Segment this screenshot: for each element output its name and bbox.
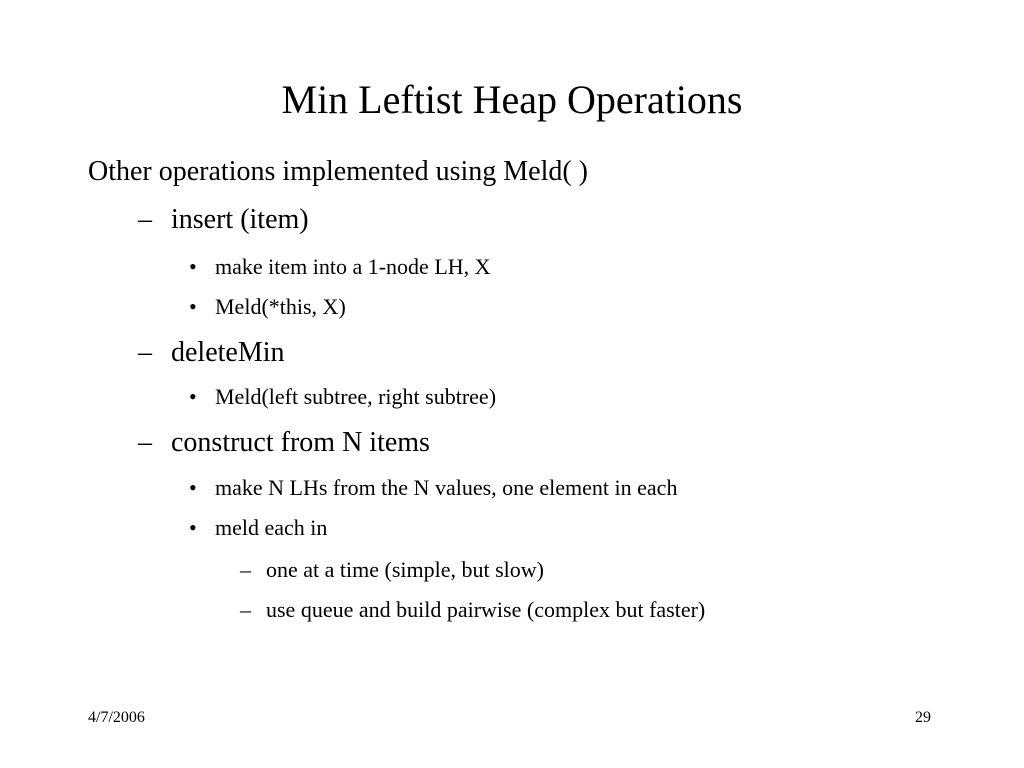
bullet-marker: •	[189, 515, 197, 540]
construct-bullet-2	[189, 514, 327, 542]
insert-item	[138, 203, 309, 237]
dash-marker: –	[138, 337, 152, 368]
bullet-text: make N LHs from the N values, one element in each	[215, 475, 678, 500]
bullet-marker: •	[189, 254, 197, 279]
dash-marker: –	[240, 557, 251, 582]
delete-min-bullet-1	[189, 383, 496, 411]
bullet-marker: •	[189, 294, 197, 319]
insert-bullet-2	[189, 293, 346, 321]
delete-min-label: deleteMin	[171, 337, 285, 368]
dash-marker: –	[240, 597, 251, 622]
construct-sub-item-2	[240, 596, 705, 624]
bullet-text: meld each in	[215, 515, 328, 540]
construct-bullet-1	[189, 474, 677, 502]
dash-marker: –	[138, 204, 152, 235]
footer-page-number: 29	[915, 709, 931, 726]
bullet-text: Meld(*this, X)	[215, 294, 346, 319]
sub-item-text: use queue and build pairwise (complex but faster)	[266, 597, 706, 622]
delete-min-item	[138, 336, 285, 370]
intro-text: Other operations implemented using Meld( )	[88, 156, 588, 187]
construct-item	[138, 426, 430, 460]
bullet-marker: •	[189, 384, 197, 409]
bullet-marker: •	[189, 475, 197, 500]
dash-marker: –	[138, 427, 152, 458]
footer-date: 4/7/2006	[88, 709, 145, 726]
bullet-text: Meld(left subtree, right subtree)	[215, 384, 497, 409]
intro-line	[88, 155, 588, 189]
insert-label: insert (item)	[171, 204, 309, 235]
construct-label: construct from N items	[171, 427, 430, 458]
bullet-text: make item into a 1-node LH, X	[215, 254, 491, 279]
sub-item-text: one at a time (simple, but slow)	[266, 557, 544, 582]
insert-bullet-1	[189, 253, 491, 281]
construct-sub-item-1	[240, 556, 544, 584]
slide-title: Min Leftist Heap Operations	[281, 77, 743, 122]
